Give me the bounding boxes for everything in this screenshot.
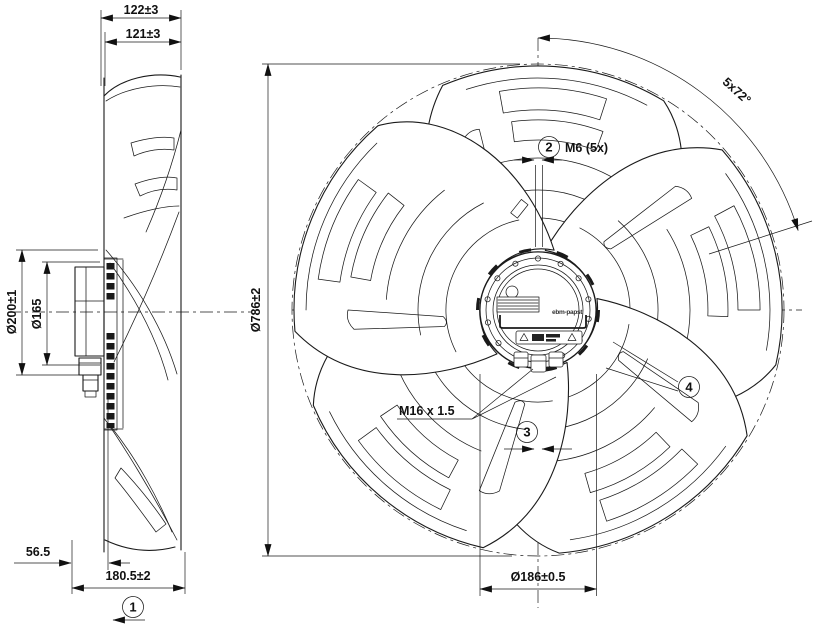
dim-fan-diameter-text: Ø786±2 [249,287,263,333]
dim-pilot-diameter [30,262,100,365]
callout-1-number: 1 [129,599,137,615]
side-motor [75,267,104,356]
dim-gland-protrusion-text: 56.5 [25,545,51,559]
callout-2-number: 2 [545,139,553,155]
dim-pilot-diameter-text: Ø165 [30,298,44,330]
side-top-blade [104,75,181,232]
dim-cable-gland-thread-text: M16 x 1.5 [399,404,455,418]
side-view [5,3,252,620]
callout-3-number: 3 [523,424,531,440]
dim-hub-circle-diameter-text: Ø186±0.5 [510,570,566,584]
dim-depth-inner-text: 121±3 [125,27,161,41]
dim-depth-outer-text: 122±3 [123,3,159,17]
hub-logo-text: ebm-papst [552,309,583,316]
side-bottom-blade [104,418,177,550]
front-view [249,38,815,608]
dim-mounting-thread-text: M6 (5x) [565,141,609,155]
hub-warning-label [516,331,582,344]
dim-depth-outer [101,3,181,86]
callout-4-number: 4 [685,379,693,395]
hub-terminal-ribs [497,297,539,312]
dim-flange-diameter-text: Ø200±1 [5,289,19,335]
dim-overall-depth-text: 180.5±2 [105,569,151,583]
dim-overall-depth [72,552,185,594]
dim-blade-spacing-angle-text: 5x72° [719,74,754,108]
callout-1 [113,597,145,621]
side-cable-gland [79,358,101,397]
side-flange-strip [104,258,123,430]
